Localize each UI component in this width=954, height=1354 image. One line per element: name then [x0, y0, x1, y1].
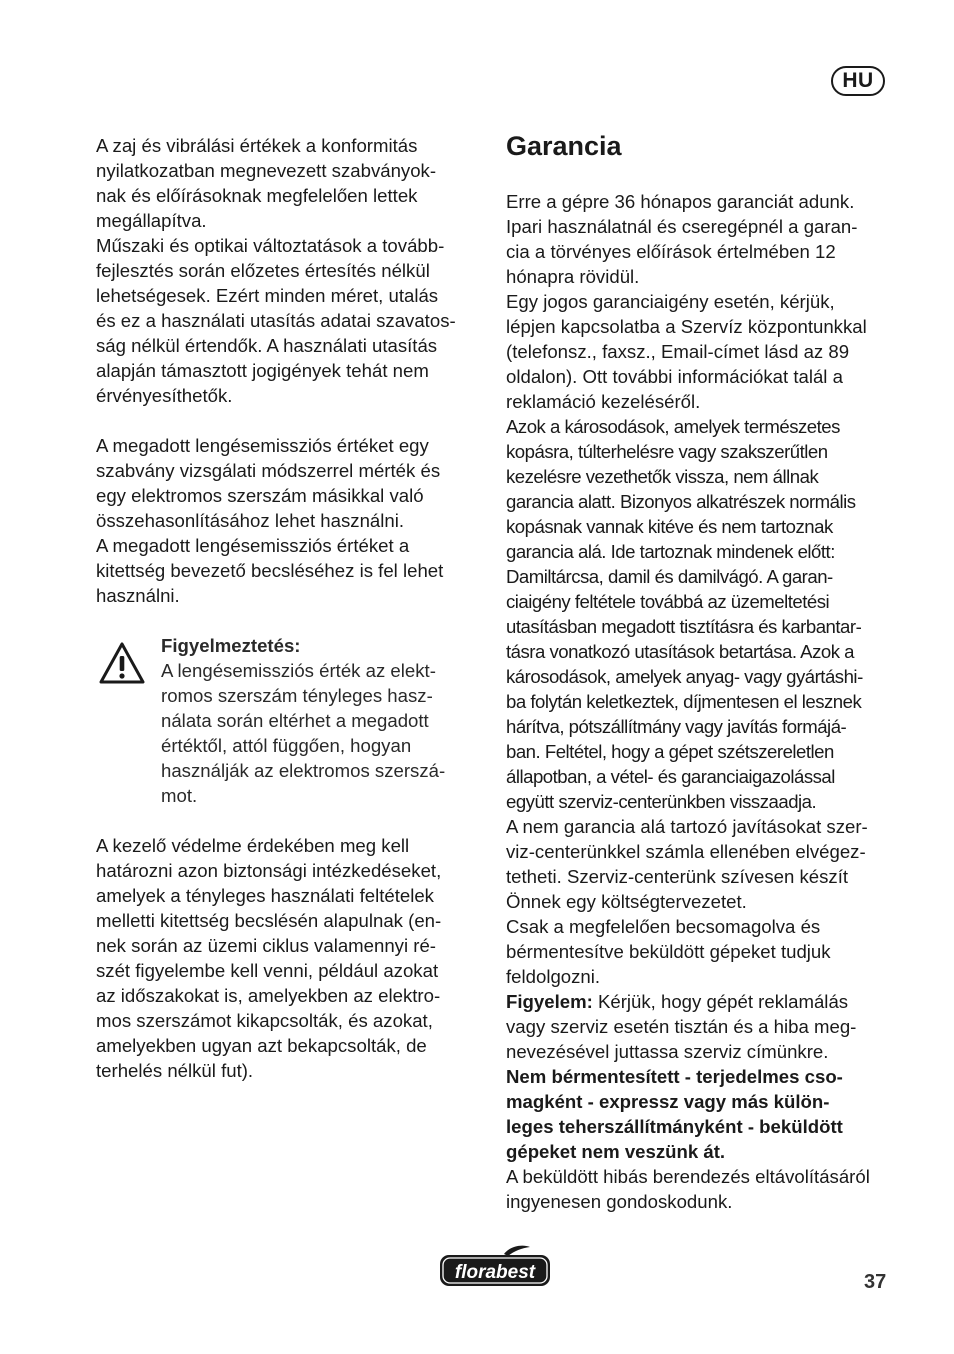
warning-title: Figyelmeztetés:	[161, 635, 301, 656]
attention-paragraph	[506, 989, 896, 1064]
page-number: 37	[864, 1271, 887, 1293]
attention-text: Kérjük, hogy gépét reklamálás vagy szerviz esetén tisztán és a hiba meg- nevezésével juttassa szerviz címünkre.	[506, 991, 857, 1062]
warning-triangle-icon	[98, 641, 146, 685]
shipping-notice: Nem bérmentesített - terjedelmes cso- magként - expressz vagy más külön- leges teherszállítmányként - beküldött gépeket nem veszünk át.	[506, 1066, 843, 1162]
disposal-paragraph: A beküldött hibás berendezés eltávolításáról ingyenesen gondoskodunk.	[506, 1166, 870, 1212]
warranty-paragraph: Erre a gépre 36 hónapos garanciát adunk. Ipari használatnál és cseregépnél a garan- cia a törvényes előírások értelmében 12 hónapra rövidül. Egy jogos garanciaigény esetén, kérjük, lépjen kapcsolatba a Szervíz központunkkal (telefonsz., faxsz., Email-címet lásd az 89 oldalon). Ott további információkat talál a reklamáció kezeléséről.	[506, 191, 867, 412]
language-badge: HU	[831, 66, 885, 96]
florabest-logo	[438, 1244, 552, 1290]
warning-text: A lengésemissziós érték az elekt- romos szerszám tényleges hasz- nálata során eltérhet a megadott értéktől, attól függően, hogyan használják az elektromos szerszá- mot.	[161, 660, 446, 806]
left-column	[96, 133, 486, 1083]
safety-paragraph: A kezelő védelme érdekében meg kell határozni azon biztonsági intézkedéseket, amelyek a tényleges használati feltételek melletti kitettség becslésén alapulnak (en- nek során az üzemi ciklus valamennyi ré- szét figyelembe kell venni, például azokat az időszakokat is, amelyekben az elektro- mos szerszámot kikapcsolták, és azokat, amelyekben ugyan azt bekapcsolták, de terhelés nélkül fut).	[96, 835, 442, 1081]
warranty-heading: Garancia	[506, 131, 622, 161]
repair-paragraph: A nem garancia alá tartozó javításokat szer- viz-centerünkkel számla ellenében elvégez- tetheti. Szerviz-centerünk szívesen készít Önnek egy költségtervezetet. Csak a megfelelően becsomagolva és bérmentesítve beküldött gépeket tudjuk feldolgozni.	[506, 816, 868, 987]
right-column	[506, 133, 896, 1214]
warning-block	[96, 633, 486, 808]
brand-name: florabest	[454, 1262, 536, 1283]
damage-paragraph: Azok a károsodások, amelyek természetes kopásra, túlterhelésre vagy szakszerűtlen kezelésre vezethetők vissza, nem állnak garancia alatt. Bizonyos alkatrészek normális kopásnak vannak kitéve és nem tartoznak garancia alá. Ide tartoznak mindenek előtt: Damiltárcsa, damil és damilvágó. A garan- ciaigény feltétele továbbá az üzemeltetési utasításban megadott tisztításra és karbantar- tásra vonatkozó utasítások betartása. Azok a károsodások, amelyek anyag- vagy gyártáshi- ba folytán keletkeztek, díjmentesen el lesznek hárítva, pótszállítmány vagy javítás formájá- ban. Feltétel, hogy a gépet szétszereletlen állapotban, a vétel- és garanciaigazolással együtt szerviz-centerünkben visszaadja.	[506, 416, 863, 812]
attention-label: Figyelem:	[506, 991, 593, 1012]
vibration-paragraph: A megadott lengésemissziós értéket egy szabvány vizsgálati módszerrel mérték és egy elektromos szerszám másikkal való összehasonlításához lehet használni. A megadott lengésemissziós értéket a kitettség bevezető becsléséhez is fel lehet használni.	[96, 435, 444, 606]
conformity-paragraph: A zaj és vibrálási értékek a konformitás nyilatkozatban megnevezett szabványok- nak és előírásoknak megfelelően lettek megállapítva. Műszaki és optikai változtatások a tovább- fejlesztés során előzetes értesítés nélkül lehetségesek. Ezért minden méret, utalás és ez a használati utasítás adatai szavatos- ság nélkül értendők. A használati utasítás alapján támasztott jogigények tehát nem érvényesíthetők.	[96, 135, 456, 406]
